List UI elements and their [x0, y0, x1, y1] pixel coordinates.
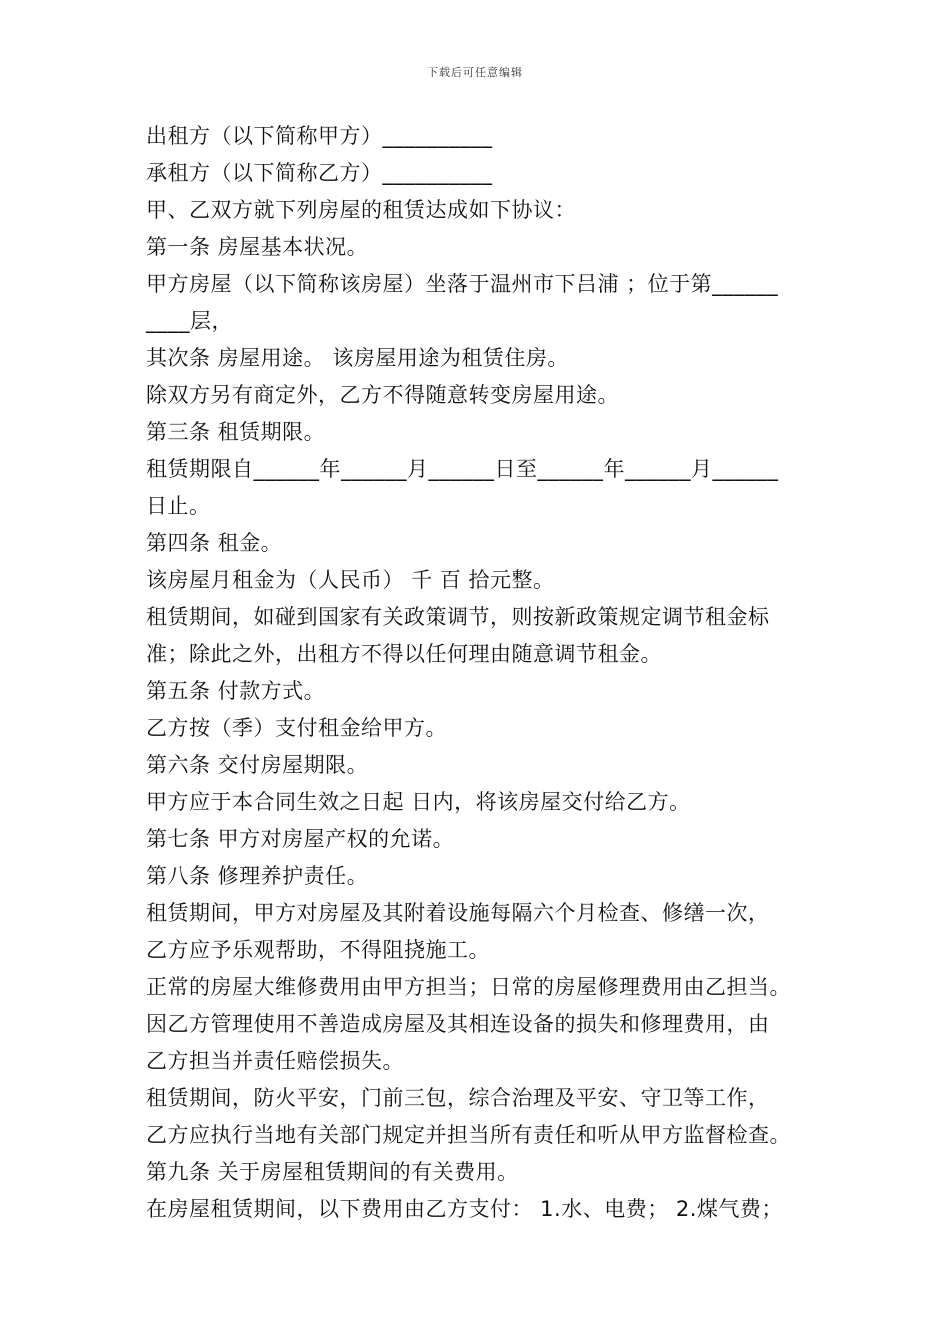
- text-line: 租赁期间，甲方对房屋及其附着设施每隔六个月检查、修缮一次，: [146, 901, 770, 925]
- text-line: 乙方应予乐观帮助，不得阻挠施工。: [146, 938, 490, 962]
- section-heading: 第七条 甲方对房屋产权的允诺。: [146, 827, 455, 851]
- section-heading: 第六条 交付房屋期限。: [146, 753, 369, 777]
- section-heading: 第三条 租赁期限。: [146, 420, 326, 444]
- text-line: 在房屋租赁期间，以下费用由乙方支付： 1.水、电费； 2.煤气费；: [146, 1197, 783, 1221]
- document-body: [146, 118, 808, 1228]
- text-line: 租赁期间，防火平安，门前三包，综合治理及平安、守卫等工作，: [146, 1086, 770, 1110]
- page-header: 下载后可任意编辑: [427, 66, 523, 79]
- section-heading: 其次条 房屋用途。 该房屋用途为租赁住房。: [146, 346, 569, 370]
- text-line: 乙方按（季）支付租金给甲方。: [146, 716, 447, 740]
- section-heading: 第八条 修理养护责任。: [146, 864, 369, 888]
- section-heading: 第九条 关于房屋租赁期间的有关费用。: [146, 1160, 519, 1184]
- text-line: 出租方（以下简称甲方）__________: [146, 124, 493, 148]
- section-heading: 第五条 付款方式。: [146, 679, 326, 703]
- text-line: ____层，: [146, 309, 233, 333]
- text-line: 承租方（以下简称乙方）__________: [146, 161, 493, 185]
- text-line: 该房屋月租金为（人民币） 千 百 拾元整。: [146, 568, 555, 592]
- text-line: 正常的房屋大维修费用由甲方担当；日常的房屋修理费用由乙担当。: [146, 975, 791, 999]
- text-line: 租赁期间，如碰到国家有关政策调节，则按新政策规定调节租金标: [146, 605, 770, 629]
- section-heading: 第一条 房屋基本状况。: [146, 235, 369, 259]
- text-line: 乙方应执行当地有关部门规定并担当所有责任和听从甲方监督检查。: [146, 1123, 791, 1147]
- text-line: 除双方另有商定外，乙方不得随意转变房屋用途。: [146, 383, 619, 407]
- text-line: 日止。: [146, 494, 211, 518]
- text-line: 租赁期限自______年______月______日至______年______月______: [146, 457, 779, 481]
- text-line: 准；除此之外，出租方不得以任何理由随意调节租金。: [146, 642, 662, 666]
- text-line: 因乙方管理使用不善造成房屋及其相连设备的损失和修理费用，由: [146, 1012, 770, 1036]
- section-heading: 第四条 租金。: [146, 531, 283, 555]
- text-line: 甲方房屋（以下简称该房屋）坐落于温州市下吕浦 ；位于第______: [146, 272, 779, 296]
- text-line: 甲、乙双方就下列房屋的租赁达成如下协议：: [146, 198, 576, 222]
- text-line: 乙方担当并责任赔偿损失。: [146, 1049, 404, 1073]
- text-line: 甲方应于本合同生效之日起 日内，将该房屋交付给乙方。: [146, 790, 691, 814]
